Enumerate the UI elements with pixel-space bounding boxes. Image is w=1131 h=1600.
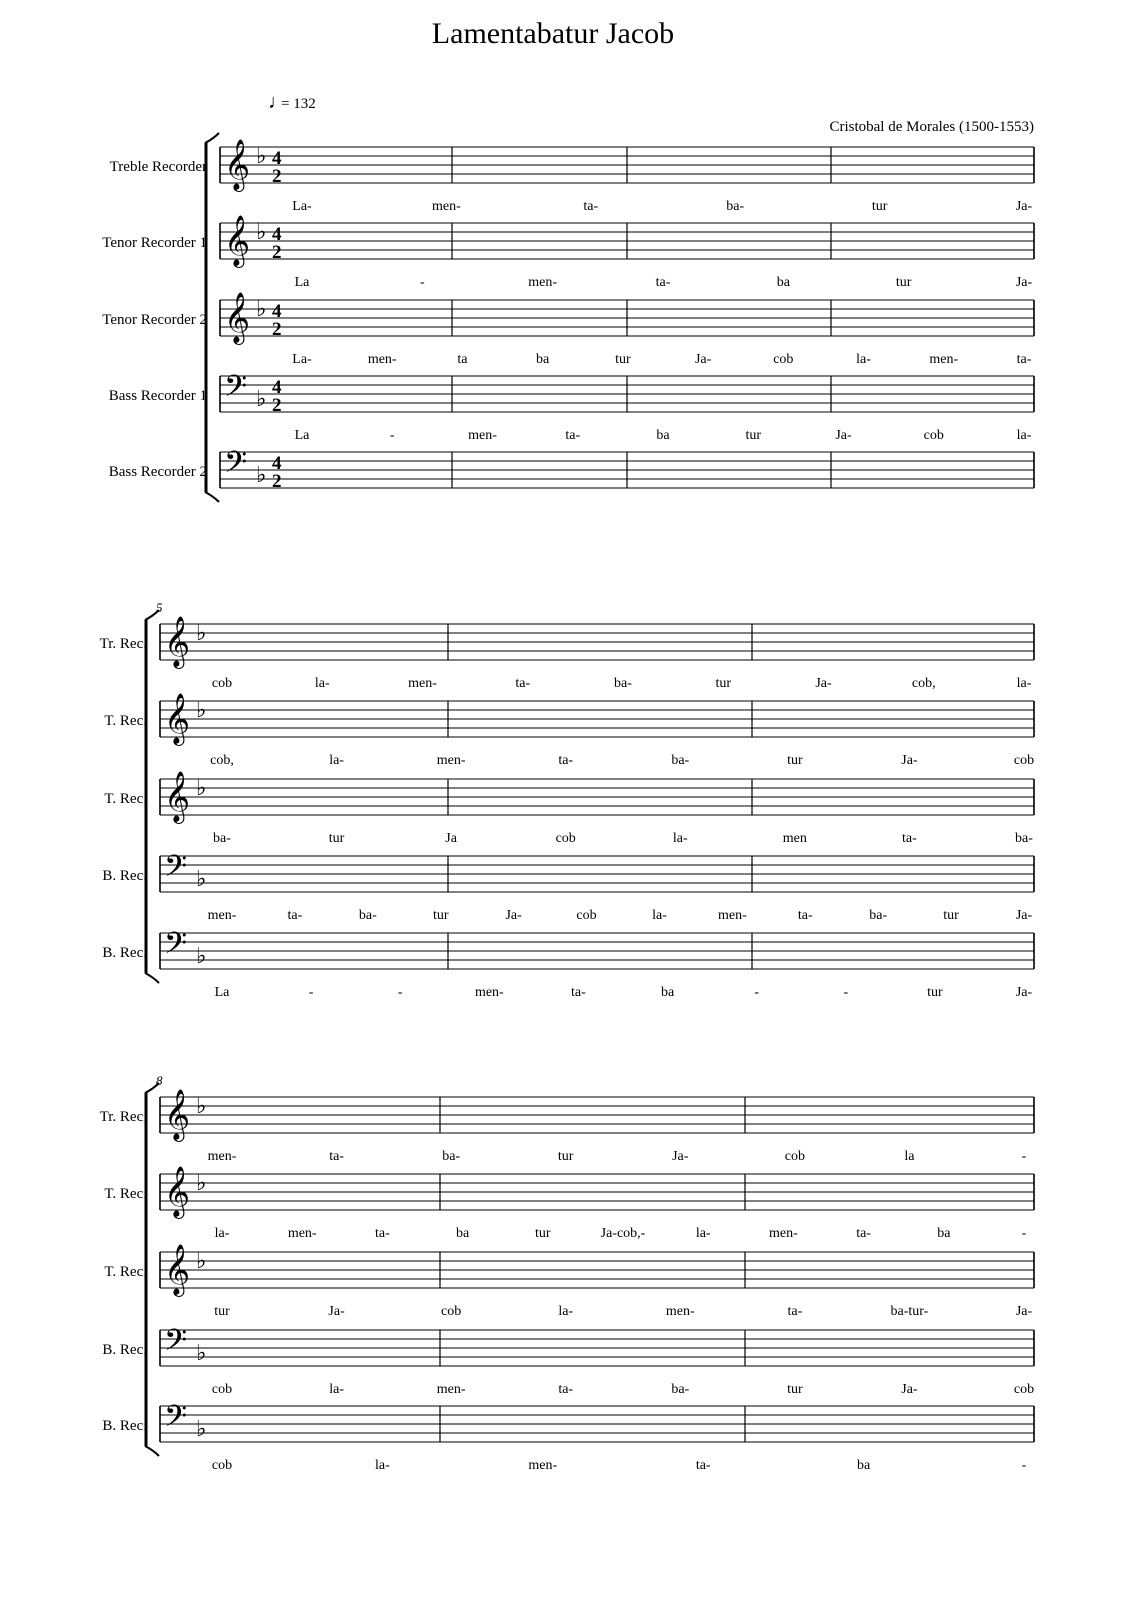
part-label: Bass Recorder 1: [108, 388, 207, 404]
staff-system: [100, 1073, 1034, 1473]
tempo-marking: = 132: [281, 96, 316, 112]
lyric-syllable: Ja-: [672, 1149, 689, 1164]
lyric-syllable: Ja-: [835, 428, 852, 443]
flat-sign-icon: ♭: [256, 220, 267, 245]
staff: [102, 927, 1034, 1000]
part-label: T. Rec.: [104, 1264, 147, 1280]
treble-clef-icon: 𝄞: [224, 292, 251, 343]
lyric-syllable: cob: [576, 908, 597, 923]
flat-sign-icon: ♭: [196, 1249, 207, 1274]
lyric-syllable: ba-: [442, 1149, 461, 1164]
part-label: T. Rec.: [104, 791, 147, 807]
lyric-syllable: cob: [784, 1149, 805, 1164]
bass-clef-icon: 𝄢: [224, 370, 248, 411]
lyric-syllable: La-: [292, 199, 312, 214]
lyric-syllable: men-: [528, 1458, 558, 1473]
lyric-syllable: tur: [745, 428, 762, 443]
quarter-note-icon: ♩: [268, 91, 288, 113]
lyric-syllable: La: [214, 985, 230, 1000]
lyric-syllable: ba: [455, 1226, 470, 1241]
flat-sign-icon: ♭: [196, 1341, 207, 1366]
lyric-syllable: la-: [672, 831, 688, 846]
flat-sign-icon: ♭: [196, 944, 207, 969]
flat-sign-icon: ♭: [256, 463, 267, 488]
treble-clef-icon: 𝄞: [164, 693, 191, 744]
lyric-syllable: ba-: [614, 676, 632, 691]
staff: [102, 850, 1034, 923]
flat-sign-icon: ♭: [196, 1094, 207, 1119]
lyric-syllable: Ja: [445, 831, 457, 846]
lyric-syllable: tur: [871, 199, 888, 214]
lyric-syllable: la: [904, 1149, 915, 1164]
system-bracket-top: [205, 133, 219, 143]
measure-number: 5: [156, 600, 163, 615]
lyric-syllable: Ja-: [328, 1304, 345, 1319]
flat-sign-icon: ♭: [196, 698, 207, 723]
lyric-syllable: Ja-: [901, 753, 918, 768]
lyric-syllable: men-: [436, 753, 466, 768]
lyric-syllable: ta-: [797, 908, 813, 923]
lyric-syllable: -: [1021, 1458, 1027, 1473]
lyric-syllable: ta-: [902, 831, 917, 846]
lyric-syllable: ta-: [565, 428, 581, 443]
lyric-syllable: ba-: [358, 908, 377, 923]
time-signature-bottom: 2: [272, 166, 282, 187]
lyric-syllable: -: [389, 428, 395, 443]
part-label: Tr. Rec.: [99, 636, 147, 652]
staff: [100, 616, 1034, 691]
lyric-syllable: ta-: [558, 1382, 574, 1397]
lyric-syllable: -: [1021, 1149, 1027, 1164]
bass-clef-icon: 𝄢: [224, 446, 248, 487]
time-signature-top: 4: [272, 377, 282, 398]
lyric-syllable: -: [308, 985, 314, 1000]
lyric-syllable: ba: [536, 352, 550, 367]
part-label: T. Rec.: [104, 713, 147, 729]
lyric-syllable: La: [294, 275, 310, 290]
lyric-syllable: cob: [1013, 1382, 1035, 1397]
staff: [100, 1089, 1034, 1164]
lyric-syllable: -: [419, 275, 425, 290]
time-signature-top: 4: [272, 224, 282, 245]
lyric-syllable: Ja-: [1015, 908, 1033, 923]
piece-title: Lamentabatur Jacob: [431, 17, 675, 50]
time-signature-bottom: 2: [272, 319, 282, 340]
system-bracket-bottom: [145, 1446, 159, 1456]
time-signature-top: 4: [272, 301, 282, 322]
lyric-syllable: Ja-: [901, 1382, 918, 1397]
lyric-syllable: ta-: [695, 1458, 711, 1473]
lyric-syllable: ta-: [583, 199, 599, 214]
staff: [102, 1400, 1034, 1473]
staff-system: [100, 600, 1034, 1000]
lyric-syllable: La: [294, 428, 310, 443]
lyric-syllable: la-: [1016, 428, 1032, 443]
flat-sign-icon: ♭: [196, 1171, 207, 1196]
bass-clef-icon: 𝄢: [164, 927, 188, 968]
staff: [109, 370, 1034, 443]
lyric-syllable: la-: [214, 1226, 230, 1241]
lyric-syllable: men: [782, 831, 807, 846]
part-label: B. Rec.: [102, 868, 147, 884]
lyric-syllable: cob: [211, 1458, 233, 1473]
lyric-syllable: la-: [329, 1382, 344, 1397]
flat-sign-icon: ♭: [196, 867, 207, 892]
lyric-syllable: men-: [367, 352, 397, 367]
lyric-syllable: ta-: [375, 1226, 390, 1241]
lyric-syllable: men-: [929, 352, 959, 367]
system-bracket-bottom: [205, 492, 219, 502]
lyric-syllable: tur: [943, 908, 959, 923]
treble-clef-icon: 𝄞: [164, 1166, 191, 1217]
treble-clef-icon: 𝄞: [224, 139, 251, 190]
lyric-syllable: tur: [715, 676, 732, 691]
lyric-syllable: men-: [408, 676, 437, 691]
part-label: T. Rec.: [104, 1186, 147, 1202]
lyric-syllable: tur: [787, 753, 803, 768]
lyric-syllable: Ja-: [1015, 985, 1033, 1000]
time-signature-top: 4: [272, 148, 282, 169]
lyric-syllable: ba: [660, 985, 675, 1000]
part-label: B. Rec.: [102, 1418, 147, 1434]
lyric-syllable: men-: [769, 1226, 798, 1241]
time-signature-top: 4: [272, 453, 282, 474]
part-label: Tenor Recorder 1: [102, 235, 207, 251]
lyric-syllable: tur: [432, 908, 449, 923]
lyric-syllable: men-: [207, 1149, 237, 1164]
lyric-syllable: men-: [468, 428, 497, 443]
part-label: B. Rec.: [102, 945, 147, 961]
lyric-syllable: men-: [474, 985, 504, 1000]
lyric-syllable: -: [1021, 1226, 1027, 1241]
lyric-syllable: Ja-: [1015, 275, 1033, 290]
lyric-syllable: cob,: [911, 676, 936, 691]
lyric-syllable: la-: [652, 908, 667, 923]
flat-sign-icon: ♭: [256, 387, 267, 412]
lyric-syllable: cob: [923, 428, 944, 443]
lyric-syllable: ta-: [558, 753, 574, 768]
lyric-syllable: men-: [287, 1226, 317, 1241]
lyric-syllable: ta-: [571, 985, 586, 1000]
lyric-syllable: ba: [656, 428, 670, 443]
part-label: Tenor Recorder 2: [102, 312, 207, 328]
lyric-syllable: ta-: [515, 676, 531, 691]
lyric-syllable: men-: [432, 199, 461, 214]
lyric-syllable: la-: [314, 676, 330, 691]
composer-credit: Cristobal de Morales (1500-1553): [829, 119, 1034, 135]
lyric-syllable: men-: [207, 908, 237, 923]
time-signature-bottom: 2: [272, 471, 282, 492]
staff: [104, 771, 1034, 846]
lyric-syllable: tur: [927, 985, 943, 1000]
time-signature-bottom: 2: [272, 395, 282, 416]
lyric-syllable: ta-: [329, 1149, 344, 1164]
measure-number: 8: [156, 1073, 163, 1088]
staff: [102, 215, 1034, 290]
lyric-syllable: Ja-cob,-: [600, 1226, 646, 1241]
lyric-syllable: cob: [211, 1382, 233, 1397]
flat-sign-icon: ♭: [256, 144, 267, 169]
flat-sign-icon: ♭: [196, 621, 207, 646]
lyric-syllable: men-: [436, 1382, 466, 1397]
lyric-syllable: Ja-: [1015, 199, 1033, 214]
lyric-syllable: tur: [895, 275, 912, 290]
staff: [104, 1244, 1034, 1319]
lyric-syllable: tur: [557, 1149, 574, 1164]
staff-system: [102, 133, 1034, 502]
lyric-syllable: ba-: [671, 1382, 690, 1397]
treble-clef-icon: 𝄞: [224, 215, 251, 266]
lyric-syllable: men-: [717, 908, 747, 923]
lyric-syllable: ba: [856, 1458, 871, 1473]
lyric-syllable: la-: [695, 1226, 711, 1241]
lyric-syllable: La-: [292, 352, 312, 367]
lyric-syllable: ba-tur-: [890, 1304, 929, 1319]
lyric-syllable: ba-: [213, 831, 231, 846]
lyric-syllable: la-: [1016, 676, 1032, 691]
lyric-syllable: la-: [375, 1458, 390, 1473]
staff: [110, 139, 1034, 214]
lyric-syllable: Ja-: [505, 908, 522, 923]
flat-sign-icon: ♭: [196, 1417, 207, 1442]
flat-sign-icon: ♭: [256, 297, 267, 322]
lyric-syllable: ta-: [1016, 352, 1032, 367]
lyric-syllable: ta-: [856, 1226, 871, 1241]
treble-clef-icon: 𝄞: [164, 616, 191, 667]
system-bracket-bottom: [145, 973, 159, 983]
treble-clef-icon: 𝄞: [164, 1244, 191, 1295]
lyric-syllable: la-: [856, 352, 871, 367]
lyric-syllable: cob: [1013, 753, 1035, 768]
bass-clef-icon: 𝄢: [164, 1400, 188, 1441]
lyric-syllable: Ja-: [815, 676, 832, 691]
lyric-syllable: tur: [214, 1304, 230, 1319]
lyric-syllable: ta: [457, 352, 468, 367]
treble-clef-icon: 𝄞: [164, 1089, 191, 1140]
lyric-syllable: -: [843, 985, 849, 1000]
lyric-syllable: ta-: [655, 275, 671, 290]
treble-clef-icon: 𝄞: [164, 771, 191, 822]
flat-sign-icon: ♭: [196, 776, 207, 801]
lyric-syllable: men-: [528, 275, 558, 290]
lyric-syllable: Ja-: [694, 352, 712, 367]
part-label: Tr. Rec.: [99, 1109, 147, 1125]
lyric-syllable: tur: [787, 1382, 803, 1397]
lyric-syllable: tur: [535, 1226, 551, 1241]
lyric-syllable: ba-: [869, 908, 888, 923]
lyric-syllable: cob: [773, 352, 794, 367]
lyric-syllable: ba: [937, 1226, 951, 1241]
lyric-syllable: Ja-: [1015, 1304, 1033, 1319]
lyric-syllable: ba-: [1015, 831, 1033, 846]
lyric-syllable: -: [754, 985, 760, 1000]
lyric-syllable: ba: [776, 275, 790, 290]
lyric-syllable: ba-: [726, 199, 745, 214]
lyric-syllable: cob: [441, 1304, 462, 1319]
lyric-syllable: la-: [558, 1304, 574, 1319]
staff: [109, 446, 1034, 492]
staff: [102, 1324, 1034, 1397]
bass-clef-icon: 𝄢: [164, 850, 188, 891]
bass-clef-icon: 𝄢: [164, 1324, 188, 1365]
lyric-syllable: cob: [555, 831, 576, 846]
lyric-syllable: cob,: [210, 753, 234, 768]
staff: [104, 693, 1034, 768]
lyric-syllable: la-: [329, 753, 344, 768]
lyric-syllable: men-: [665, 1304, 695, 1319]
time-signature-bottom: 2: [272, 242, 282, 263]
lyric-syllable: ba-: [671, 753, 690, 768]
lyric-syllable: tur: [615, 352, 631, 367]
staff: [104, 1166, 1034, 1241]
lyric-syllable: tur: [328, 831, 345, 846]
lyric-syllable: ta-: [787, 1304, 803, 1319]
part-label: Treble Recorder: [109, 159, 207, 175]
part-label: B. Rec.: [102, 1342, 147, 1358]
lyric-syllable: cob: [211, 676, 233, 691]
staff: [102, 292, 1034, 367]
part-label: Bass Recorder 2: [108, 464, 207, 480]
lyric-syllable: ta-: [287, 908, 303, 923]
lyric-syllable: -: [397, 985, 403, 1000]
